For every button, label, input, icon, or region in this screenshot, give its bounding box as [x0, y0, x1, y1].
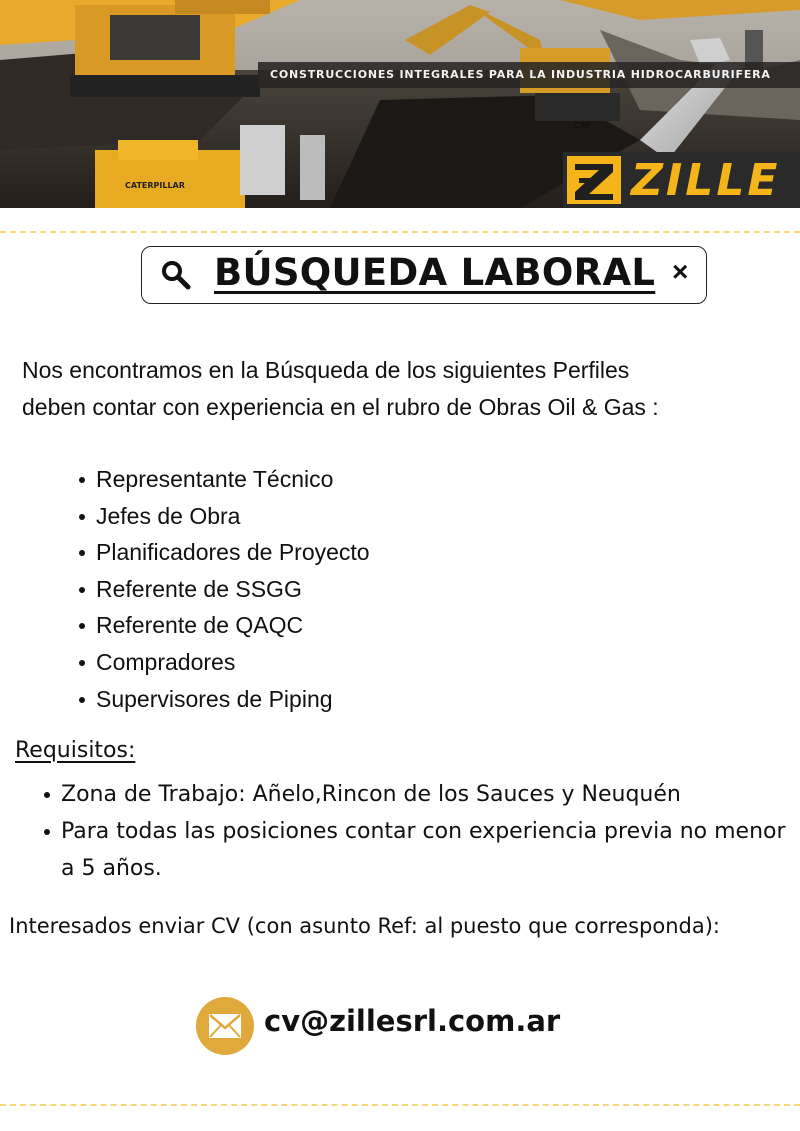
close-icon[interactable]: ×	[672, 256, 689, 287]
requirements-heading: Requisitos:	[15, 738, 136, 763]
header-banner	[0, 0, 800, 208]
intro-line-1: Nos encontramos en la Búsqueda de los siguientes Perfiles	[22, 357, 630, 383]
list-item: Referente de SSGG	[96, 571, 370, 608]
requirements-list	[61, 776, 791, 887]
intro-text	[22, 352, 659, 426]
list-item: Planificadores de Proyecto	[96, 534, 370, 571]
profile-list	[96, 461, 370, 717]
list-item: Representante Técnico	[96, 461, 370, 498]
intro-line-2: deben contar con experiencia en el rubro de Obras Oil & Gas :	[22, 394, 659, 420]
magnifier-icon	[160, 259, 192, 296]
page-title: BÚSQUEDA LABORAL	[214, 251, 656, 294]
list-item: Supervisores de Piping	[96, 681, 370, 718]
banner-tagline: CONSTRUCCIONES INTEGRALES PARA LA INDUSTRIA HIDROCARBURIFERA	[258, 62, 800, 88]
email-link[interactable]: cv@zillesrl.com.ar	[264, 1004, 561, 1038]
envelope-icon	[196, 997, 254, 1055]
logo-text: ZILLE	[631, 155, 781, 206]
list-item: Para todas las posiciones contar con experiencia previa no menor a 5 años.	[61, 813, 791, 887]
logo-z-mark	[567, 156, 621, 204]
contact-instructions: Interesados enviar CV (con asunto Ref: al puesto que corresponda):	[9, 914, 720, 938]
search-bar[interactable]	[141, 246, 707, 304]
svg-text:CATERPILLAR: CATERPILLAR	[125, 181, 185, 190]
svg-text:CAT: CAT	[574, 121, 591, 130]
company-logo	[563, 152, 800, 208]
list-item: Zona de Trabajo: Añelo,Rincon de los Sauces y Neuquén	[61, 776, 791, 813]
list-item: Jefes de Obra	[96, 498, 370, 535]
list-item: Referente de QAQC	[96, 607, 370, 644]
divider-bottom	[0, 1104, 800, 1106]
divider-top	[0, 231, 800, 233]
list-item: Compradores	[96, 644, 370, 681]
